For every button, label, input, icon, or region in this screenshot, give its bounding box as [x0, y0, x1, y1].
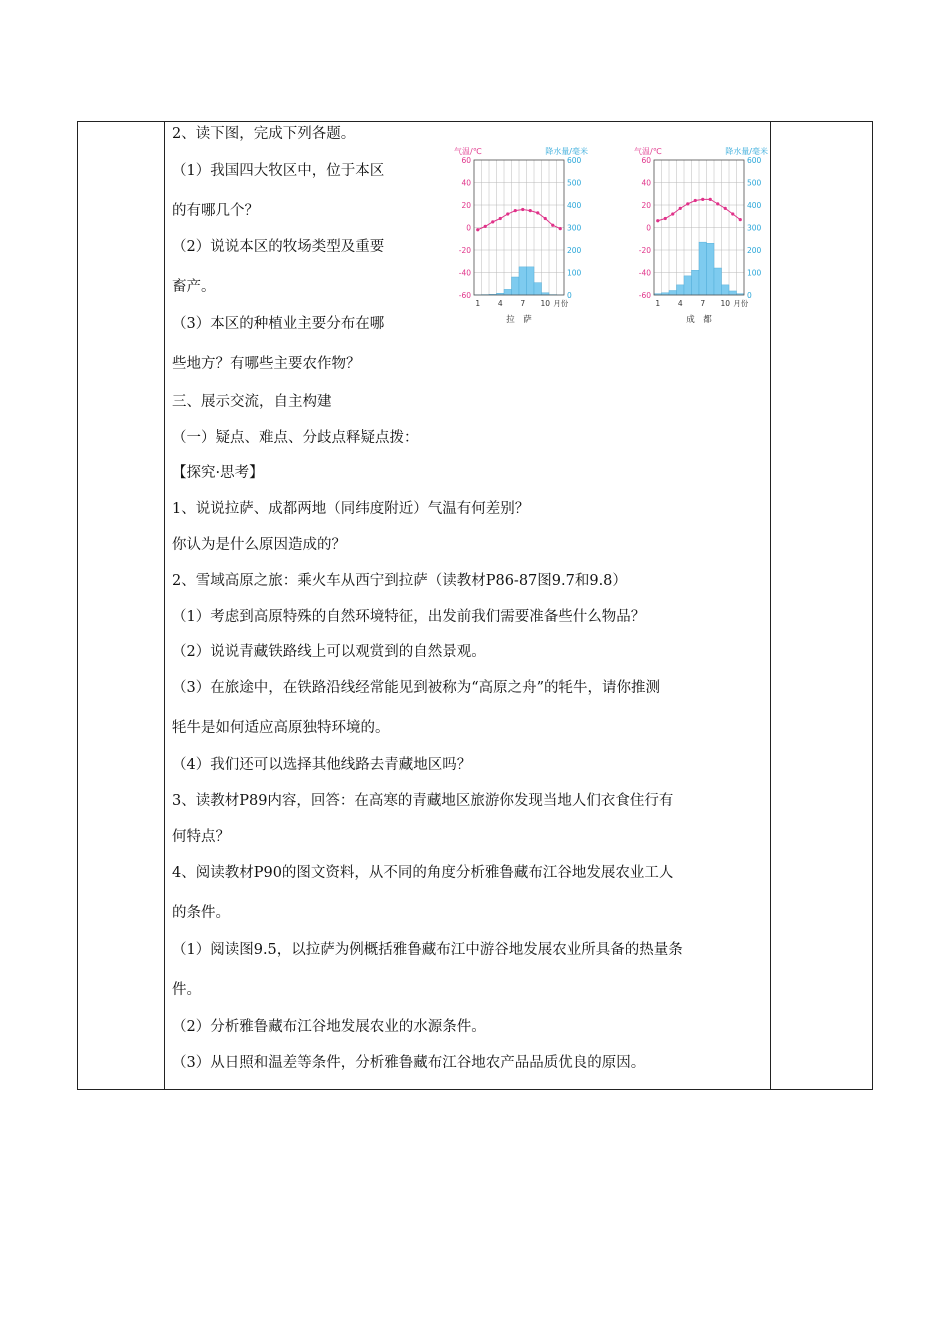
temperature-point [484, 225, 487, 228]
right-tick-label: 200 [747, 246, 762, 255]
temperature-point [656, 219, 659, 222]
right-tick-label: 600 [567, 156, 582, 165]
explore-q2-3-line-1: （3）在旅途中，在铁路沿线经常能见到被称为“高原之舟”的牦牛，请你推测 [172, 680, 661, 696]
x-tick-label: 4 [497, 299, 503, 308]
right-tick-label: 100 [747, 268, 762, 278]
x-axis-unit: 月份 [733, 299, 749, 308]
explore-q3-line-1: 3、读教材P89内容，回答：在高寒的青藏地区旅游你发现当地人们衣食住行有 [172, 793, 674, 809]
right-tick-label: 300 [747, 223, 762, 233]
precipitation-bar [684, 276, 692, 295]
temperature-point [724, 207, 727, 210]
temperature-point [701, 198, 704, 201]
temperature-point [559, 227, 562, 230]
right-axis-title: 降水量/毫米 [725, 147, 768, 156]
left-tick-label: 60 [641, 156, 651, 165]
x-tick-label: 10 [540, 299, 551, 308]
x-tick-label: 7 [700, 299, 706, 308]
temperature-point [491, 220, 494, 223]
precipitation-bar [512, 277, 520, 295]
question-2-1-line-1: （1）我国四大牧区中，位于本区 [172, 163, 385, 179]
explore-q1-line-2: 你认为是什么原因造成的？ [172, 537, 346, 553]
temperature-point [551, 224, 554, 227]
question-2-3-line-1: （3）本区的种植业主要分布在哪 [172, 316, 385, 332]
x-tick-label: 7 [520, 299, 526, 308]
precipitation-bar [669, 291, 677, 296]
left-tick-label: -20 [638, 246, 651, 255]
station-title: 成 都 [686, 315, 712, 325]
right-tick-label: 500 [747, 178, 762, 188]
temperature-point [664, 217, 667, 220]
temperature-point [709, 198, 712, 201]
right-tick-label: 400 [747, 201, 762, 210]
explore-q4-3: （3）从日照和温差等条件，分析雅鲁藏布江谷地农产品品质优良的原因。 [172, 1055, 646, 1071]
left-tick-label: -60 [638, 291, 651, 300]
precipitation-bar [692, 270, 700, 295]
right-tick-label: 0 [747, 291, 752, 300]
explore-q4-1-line-2: 件。 [172, 982, 201, 998]
temperature-point [694, 199, 697, 202]
right-tick-label: 300 [567, 223, 582, 233]
left-tick-label: 20 [461, 201, 471, 210]
question-2-heading: 2、读下图，完成下列各题。 [172, 126, 356, 142]
x-tick-label: 1 [655, 299, 661, 308]
explore-q4-line-2: 的条件。 [172, 905, 230, 921]
explore-q3-line-2: 何特点？ [172, 829, 230, 845]
question-2-1-line-2: 的有哪几个？ [172, 203, 259, 219]
explore-think-heading: 【探究·思考】 [172, 465, 264, 481]
right-tick-label: 0 [567, 291, 572, 300]
precipitation-bar [534, 283, 542, 295]
precipitation-bar [699, 242, 707, 295]
station-title: 拉 萨 [506, 315, 532, 325]
precipitation-bar [707, 243, 715, 295]
precipitation-bar [519, 267, 527, 295]
temperature-point [671, 212, 674, 215]
temperature-point [536, 211, 539, 214]
x-tick-label: 4 [677, 299, 683, 308]
temperature-point [476, 228, 479, 231]
left-tick-label: 40 [461, 178, 471, 188]
temperature-point [499, 217, 502, 220]
temperature-point [544, 217, 547, 220]
temperature-point [506, 212, 509, 215]
climate-chart-chengdu-svg [628, 144, 778, 326]
precipitation-bar [527, 267, 535, 295]
right-axis-title: 降水量/毫米 [545, 147, 588, 156]
explore-q2-3-line-2: 牦牛是如何适应高原独特环境的。 [172, 720, 390, 736]
left-tick-label: -20 [458, 246, 471, 255]
temperature-point [716, 202, 719, 205]
subsection-heading: （一）疑点、难点、分歧点释疑点拨： [172, 430, 419, 446]
x-axis-unit: 月份 [553, 299, 569, 308]
left-tick-label: 0 [646, 223, 651, 233]
left-tick-label: 60 [461, 156, 471, 165]
left-axis-title: 气温/℃ [634, 147, 662, 156]
explore-q4-1-line-1: （1）阅读图9.5，以拉萨为例概括雅鲁藏布江中游谷地发展农业所具备的热量条 [172, 942, 683, 958]
explore-q1-line-1: 1、说说拉萨、成都两地（同纬度附近）气温有何差别？ [172, 501, 530, 517]
left-tick-label: -60 [458, 291, 471, 300]
x-tick-label: 1 [475, 299, 481, 308]
explore-q2-1: （1）考虑到高原特殊的自然环境特征，出发前我们需要准备些什么物品？ [172, 609, 646, 625]
left-tick-label: -40 [458, 268, 471, 278]
climate-chart-lhasa-svg [448, 144, 594, 326]
x-tick-label: 10 [720, 299, 731, 308]
temperature-point [514, 209, 517, 212]
left-tick-label: 40 [641, 178, 651, 188]
precipitation-bar [729, 291, 737, 295]
precipitation-bar [714, 268, 722, 295]
explore-q4-2: （2）分析雅鲁藏布江谷地发展农业的水源条件。 [172, 1019, 486, 1035]
right-tick-label: 400 [567, 201, 582, 210]
explore-q2-heading: 2、雪域高原之旅：乘火车从西宁到拉萨（读教材P86-87图9.7和9.8） [172, 573, 627, 589]
temperature-point [731, 212, 734, 215]
left-tick-label: 20 [641, 201, 651, 210]
right-tick-label: 100 [567, 268, 582, 278]
right-tick-label: 500 [567, 178, 582, 188]
explore-q2-4: （4）我们还可以选择其他线路去青藏地区吗？ [172, 757, 472, 773]
temperature-point [686, 202, 689, 205]
climate-chart-chengdu [628, 144, 778, 326]
question-2-2-line-2: 畜产。 [172, 279, 216, 295]
temperature-point [521, 208, 524, 211]
question-2-2-line-1: （2）说说本区的牧场类型及重要 [172, 239, 385, 255]
temperature-point [739, 218, 742, 221]
temperature-point [529, 209, 532, 212]
explore-q2-2: （2）说说青藏铁路线上可以观赏到的自然景观。 [172, 644, 486, 660]
left-axis-title: 气温/℃ [454, 147, 482, 156]
climate-chart-lhasa [448, 144, 594, 326]
left-tick-label: -40 [638, 268, 651, 278]
section-3-heading: 三、展示交流，自主构建 [172, 394, 332, 410]
temperature-point [679, 207, 682, 210]
precipitation-bar [722, 285, 730, 295]
left-tick-label: 0 [466, 223, 471, 233]
right-tick-label: 600 [747, 156, 762, 165]
question-2-3-line-2: 些地方？有哪些主要农作物？ [172, 356, 361, 372]
precipitation-bar [677, 285, 685, 295]
precipitation-bar [504, 289, 512, 295]
explore-q4-line-1: 4、阅读教材P90的图文资料，从不同的角度分析雅鲁藏布江谷地发展农业工人 [172, 865, 674, 881]
right-tick-label: 200 [567, 246, 582, 255]
table-column-divider-left [164, 122, 165, 1089]
